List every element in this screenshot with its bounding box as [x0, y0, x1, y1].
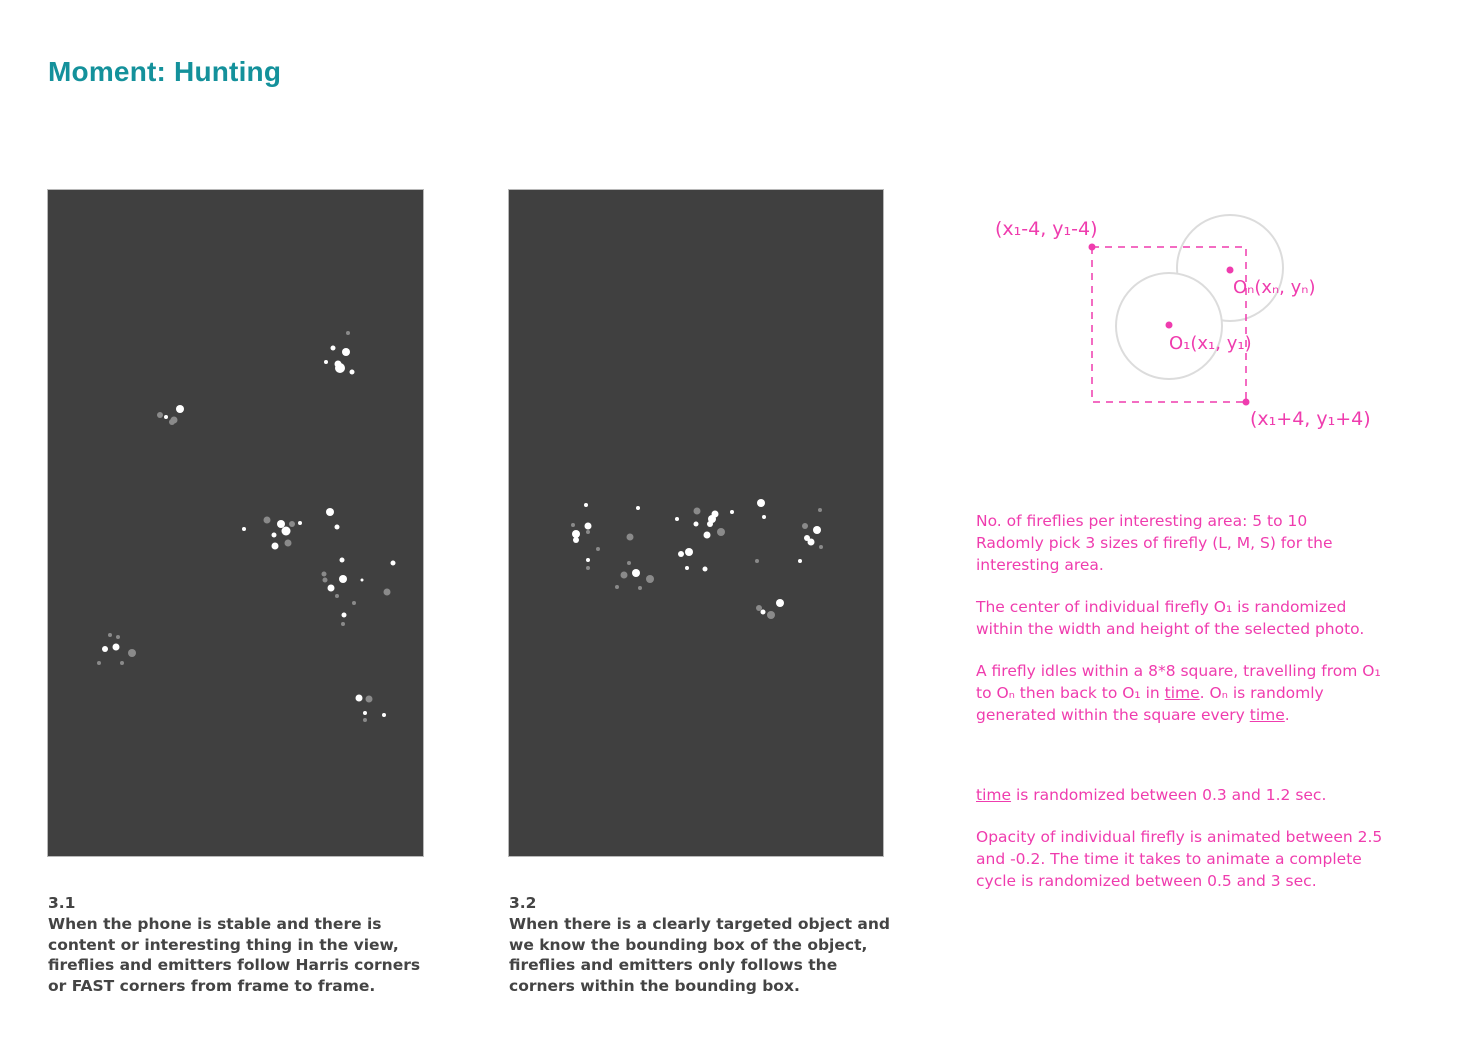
firefly-dot	[128, 649, 136, 657]
firefly-dot	[282, 527, 291, 536]
firefly-dot	[675, 517, 679, 521]
top-left-label: (x₁-4, y₁-4)	[995, 218, 1098, 240]
firefly-dot	[717, 528, 725, 536]
firefly-dot	[802, 523, 808, 529]
firefly-dot	[818, 508, 822, 512]
firefly-dot	[573, 537, 579, 543]
firefly-dot	[694, 522, 699, 527]
firefly-preview-targeted	[508, 189, 884, 857]
firefly-dot	[97, 661, 101, 665]
firefly-dot	[776, 599, 784, 607]
firefly-dot	[808, 539, 815, 546]
firefly-dot	[323, 578, 328, 583]
firefly-dot	[757, 499, 765, 507]
bottom-right-label: (x₁+4, y₁+4)	[1250, 408, 1371, 430]
firefly-dot	[340, 558, 345, 563]
firefly-dot	[324, 360, 328, 364]
firefly-dot	[584, 503, 588, 507]
firefly-dot	[767, 611, 775, 619]
firefly-scatter-targeted	[509, 190, 883, 856]
firefly-dot	[108, 633, 112, 637]
caption-stable	[48, 893, 433, 997]
firefly-dot	[762, 515, 766, 519]
firefly-movement-diagram	[960, 200, 1400, 450]
firefly-dot	[352, 601, 356, 605]
firefly-dot	[756, 605, 762, 611]
caption-text: When there is a clearly targeted object and we know the bounding box of the object, fireflies and emitters only follows the corners within the bounding box.	[509, 914, 890, 996]
time-link: time	[976, 786, 1012, 804]
firefly-dot	[335, 363, 345, 373]
time-link: time	[1164, 684, 1200, 702]
firefly-dot	[169, 419, 175, 425]
firefly-dot	[342, 613, 347, 618]
firefly-dot	[277, 520, 285, 528]
firefly-dot	[366, 696, 373, 703]
caption-number: 3.1	[48, 894, 76, 912]
firefly-dot	[685, 548, 693, 556]
firefly-dot	[382, 713, 386, 717]
firefly-dot	[113, 644, 120, 651]
firefly-spec-notes	[976, 510, 1396, 892]
firefly-dot	[285, 540, 292, 547]
firefly-dot	[636, 506, 640, 510]
firefly-dot	[707, 521, 713, 527]
firefly-dot	[356, 695, 363, 702]
caption-number: 3.2	[509, 894, 537, 912]
firefly-dot	[572, 530, 580, 538]
firefly-dot	[346, 331, 350, 335]
firefly-dot	[350, 370, 355, 375]
note-count: No. of fireflies per interesting area: 5 to 10 Radomly pick 3 sizes of firefly (L, M, S) for the interesting area.	[976, 512, 1333, 574]
top-left-corner-dot	[1089, 244, 1096, 251]
firefly-dot	[586, 558, 590, 562]
note-opacity: Opacity of individual firefly is animated between 2.5 and -0.2. The time it takes to animate a complete cycle is randomized between 0.5 and 3 sec.	[976, 828, 1383, 890]
origin-label: O₁(x₁, y₁)	[1169, 333, 1252, 354]
firefly-dot	[694, 508, 701, 515]
firefly-dot	[339, 575, 347, 583]
firefly-dot	[798, 559, 802, 563]
firefly-dot	[116, 635, 120, 639]
firefly-dot	[571, 523, 575, 527]
firefly-dot	[102, 646, 108, 652]
firefly-dot	[157, 412, 163, 418]
firefly-dot	[586, 566, 590, 570]
firefly-dot	[326, 508, 334, 516]
firefly-dot	[755, 559, 759, 563]
firefly-dot	[335, 525, 340, 530]
firefly-dot	[164, 415, 168, 419]
firefly-dot	[120, 661, 124, 665]
firefly-dot	[328, 585, 335, 592]
firefly-dot	[632, 569, 640, 577]
firefly-dot	[638, 586, 642, 590]
firefly-dot	[621, 572, 628, 579]
firefly-dot	[819, 545, 823, 549]
firefly-dot	[704, 532, 711, 539]
firefly-dot	[685, 566, 689, 570]
firefly-dot	[730, 510, 734, 514]
firefly-dot	[813, 526, 821, 534]
firefly-dot	[335, 594, 339, 598]
firefly-dot	[761, 610, 766, 615]
origin-dot	[1166, 322, 1173, 329]
firefly-dot	[331, 346, 336, 351]
firefly-dot	[361, 579, 364, 582]
firefly-dot	[585, 523, 592, 530]
firefly-dot	[384, 589, 391, 596]
firefly-dot	[298, 521, 302, 525]
firefly-dot	[342, 348, 350, 356]
firefly-dot	[264, 517, 271, 524]
firefly-dot	[596, 547, 600, 551]
page-title: Moment: Hunting	[48, 56, 282, 87]
firefly-dot	[678, 551, 684, 557]
firefly-dot	[176, 405, 184, 413]
firefly-dot	[646, 575, 654, 583]
firefly-preview-stable	[47, 189, 424, 857]
note-time: time is randomized between 0.3 and 1.2 sec.	[976, 786, 1327, 804]
firefly-dot	[322, 572, 327, 577]
firefly-dot	[272, 543, 279, 550]
time-link: time	[1249, 706, 1285, 724]
firefly-dot	[615, 585, 619, 589]
bottom-right-corner-dot	[1243, 399, 1250, 406]
firefly-dot	[363, 718, 367, 722]
destination-dot	[1227, 267, 1234, 274]
firefly-dot	[341, 622, 345, 626]
firefly-dot	[272, 533, 277, 538]
caption-targeted	[509, 893, 894, 997]
firefly-dot	[627, 534, 634, 541]
firefly-dot	[627, 561, 631, 565]
firefly-dot	[391, 561, 396, 566]
firefly-dot	[363, 711, 367, 715]
destination-label: Oₙ(xₙ, yₙ)	[1233, 277, 1316, 298]
firefly-dot	[242, 527, 246, 531]
caption-text: When the phone is stable and there is content or interesting thing in the view, fireflies and emitters follow Harris corners or FAST corners from frame to frame.	[48, 914, 421, 996]
firefly-dot	[289, 521, 295, 527]
firefly-scatter-stable	[48, 190, 423, 856]
firefly-dot	[586, 530, 590, 534]
note-idle: A firefly idles within a 8*8 square, travelling from O₁ to Oₙ then back to O₁ in time. Oₙ is randomly generated within the square every time.	[976, 662, 1381, 724]
note-center: The center of individual firefly O₁ is randomized within the width and height of the selected photo.	[976, 598, 1365, 638]
firefly-dot	[703, 567, 708, 572]
